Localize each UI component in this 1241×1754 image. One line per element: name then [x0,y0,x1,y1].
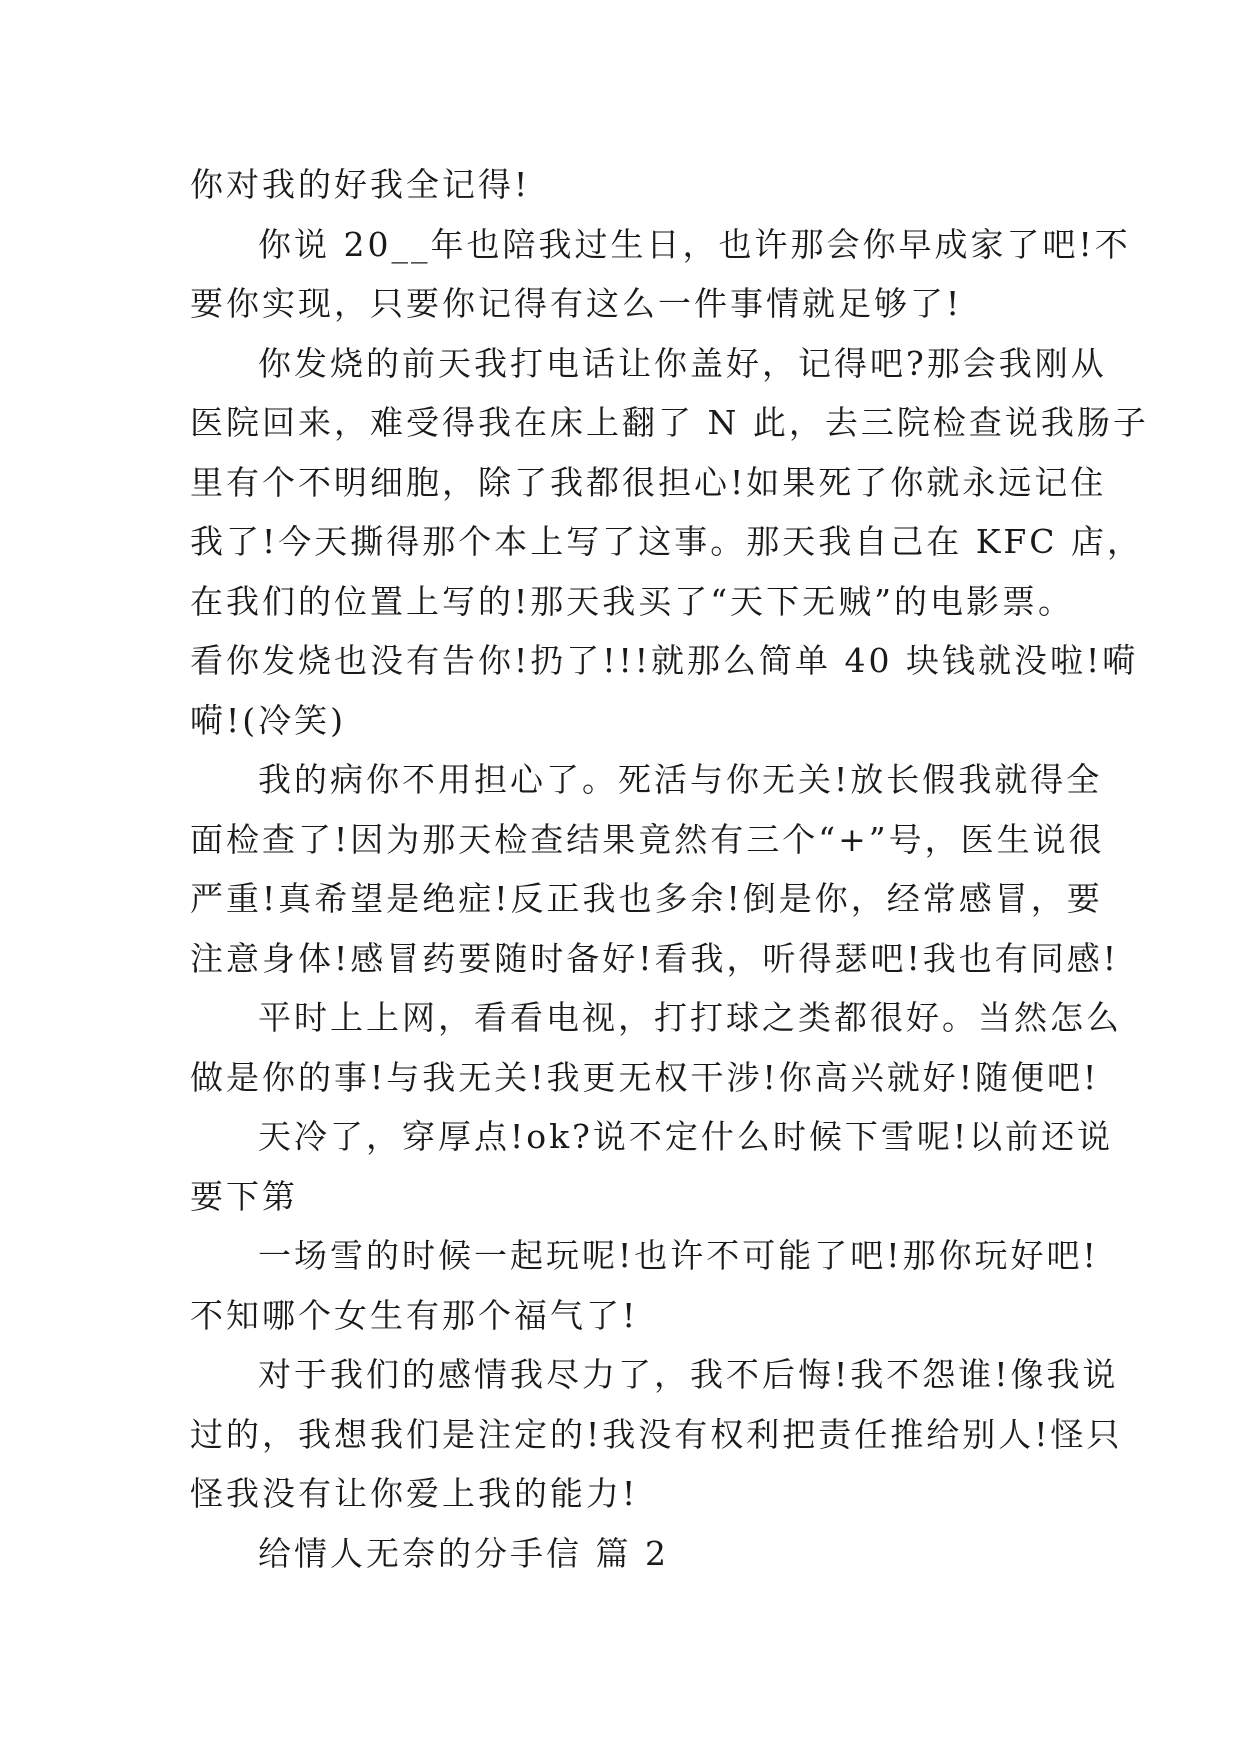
text-line-21: 对于我们的感情我尽力了，我不后悔!我不怨谁!像我说 [258,1355,1119,1394]
text-line-4: 你发烧的前天我打电话让你盖好，记得吧?那会我刚从 [258,343,1107,383]
text-line-19: 一场雪的时候一起玩呢!也许不可能了吧!那你玩好吧! [258,1236,1099,1275]
text-line-22: 过的，我想我们是注定的!我没有权利把责任推给别人!怪只 [190,1414,1123,1454]
text-line-11: 我的病你不用担心了。死活与你无关!放长假我就得全 [258,760,1103,799]
document-body [190,155,1149,1583]
text-line-8: 在我们的位置上写的!那天我买了“天下无贼”的电影票。 [190,581,1075,621]
text-line-12: 面检查了!因为那天检查结果竟然有三个“+”号，医生说很 [190,819,1105,859]
text-line-16: 做是你的事!与我无关!我更无权干涉!你高兴就好!随便吧! [190,1057,1100,1097]
text-line-23: 怪我没有让你爱上我的能力! [190,1474,639,1513]
text-line-1: 你对我的好我全记得! [190,165,531,204]
text-line-17: 天冷了，穿厚点!ok?说不定什么时候下雪呢!以前还说 [258,1117,1114,1156]
text-line-5: 医院回来，难受得我在床上翻了 N 此，去三院检查说我肠子 [190,403,1149,442]
text-line-7: 我了!今天撕得那个本上写了这事。那天我自己在 KFC 店， [190,522,1144,561]
text-line-2: 你说 20__年也陪我过生日，也许那会你早成家了吧!不 [258,224,1131,264]
text-line-14: 注意身体!感冒药要随时备好!看我，听得瑟吧!我也有同感! [190,938,1120,978]
text-line-10: 嗬!(冷笑) [190,700,347,740]
text-line-18: 要下第 [190,1176,298,1216]
text-line-13: 严重!真希望是绝症!反正我也多余!倒是你，经常感冒，要 [190,879,1103,918]
text-line-3: 要你实现，只要你记得有这么一件事情就足够了! [190,284,963,323]
text-line-9: 看你发烧也没有告你!扔了!!!就那么简单 40 块钱就没啦!嗬 [190,641,1139,680]
text-line-20: 不知哪个女生有那个福气了! [190,1295,639,1335]
text-line-6: 里有个不明细胞，除了我都很担心!如果死了你就永远记住 [190,462,1107,502]
text-line-15: 平时上上网，看看电视，打打球之类都很好。当然怎么 [258,998,1122,1037]
section-heading: 给情人无奈的分手信 篇 2 [258,1533,669,1573]
